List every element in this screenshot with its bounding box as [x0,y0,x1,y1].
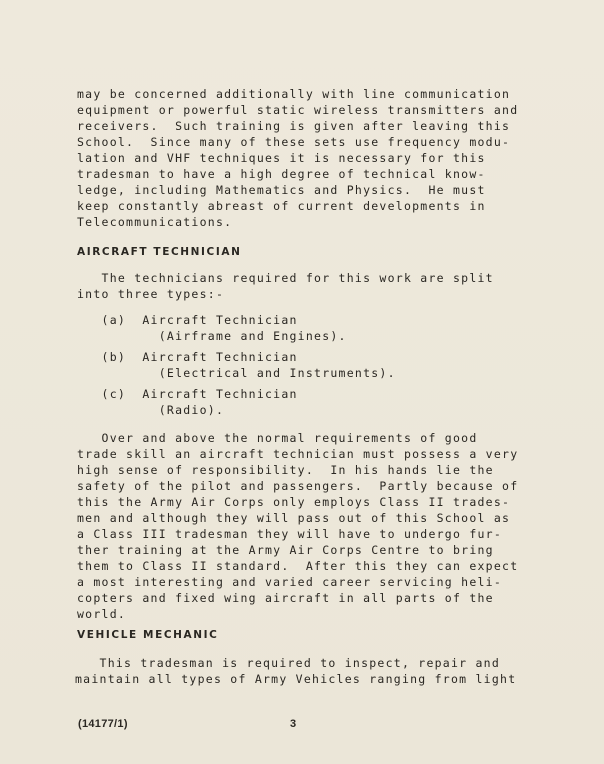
text-line: School. Since many of these sets use frequency modu- [77,135,511,149]
list-item-title: (b) Aircraft Technician [77,350,298,364]
document-reference-code: (14177/1) [78,718,128,730]
text-line: maintain all types of Army Vehicles ranging from light [75,672,517,686]
list-item-title: (c) Aircraft Technician [77,387,298,401]
text-line: ledge, including Mathematics and Physics. He must [77,183,486,197]
text-line: high sense of responsibility. In his hands lie the [77,463,494,477]
section-heading-vehicle-mechanic: VEHICLE MECHANIC [77,629,219,641]
text-line: may be concerned additionally with line communication [77,87,511,101]
text-line: copters and fixed wing aircraft in all parts of the [77,591,494,605]
text-line: keep constantly abreast of current developments in [77,199,486,213]
section-heading-aircraft-technician: AIRCRAFT TECHNICIAN [77,246,242,258]
text-line: Over and above the normal requirements of good [77,431,478,445]
text-line: This tradesman is required to inspect, repair and [75,656,501,670]
text-line: Telecommunications. [77,215,233,229]
text-line: world. [77,607,127,621]
text-line: this the Army Air Corps only employs Class II trades- [77,495,511,509]
text-line: safety of the pilot and passengers. Partly because of [77,479,519,493]
text-line: tradesman to have a high degree of technical know- [77,167,486,181]
page-number: 3 [290,718,297,730]
text-line: lation and VHF techniques it is necessary for this [77,151,486,165]
list-item-detail: (Electrical and Instruments). [77,366,396,380]
text-line: The technicians required for this work are split [77,271,494,285]
text-line: equipment or powerful static wireless transmitters and [77,103,519,117]
list-item-title: (a) Aircraft Technician [77,313,298,327]
text-line: them to Class II standard. After this they can expect [77,559,519,573]
text-line: ther training at the Army Air Corps Centre to bring [77,543,494,557]
text-line: receivers. Such training is given after leaving this [77,119,511,133]
text-line: trade skill an aircraft technician must possess a very [77,447,519,461]
text-line: a most interesting and varied career servicing heli- [77,575,503,589]
list-item-detail: (Radio). [77,403,225,417]
text-line: a Class III tradesman they will have to undergo fur- [77,527,503,541]
list-item-detail: (Airframe and Engines). [77,329,347,343]
text-line: into three types:- [77,287,225,301]
text-line: men and although they will pass out of this School as [77,511,511,525]
